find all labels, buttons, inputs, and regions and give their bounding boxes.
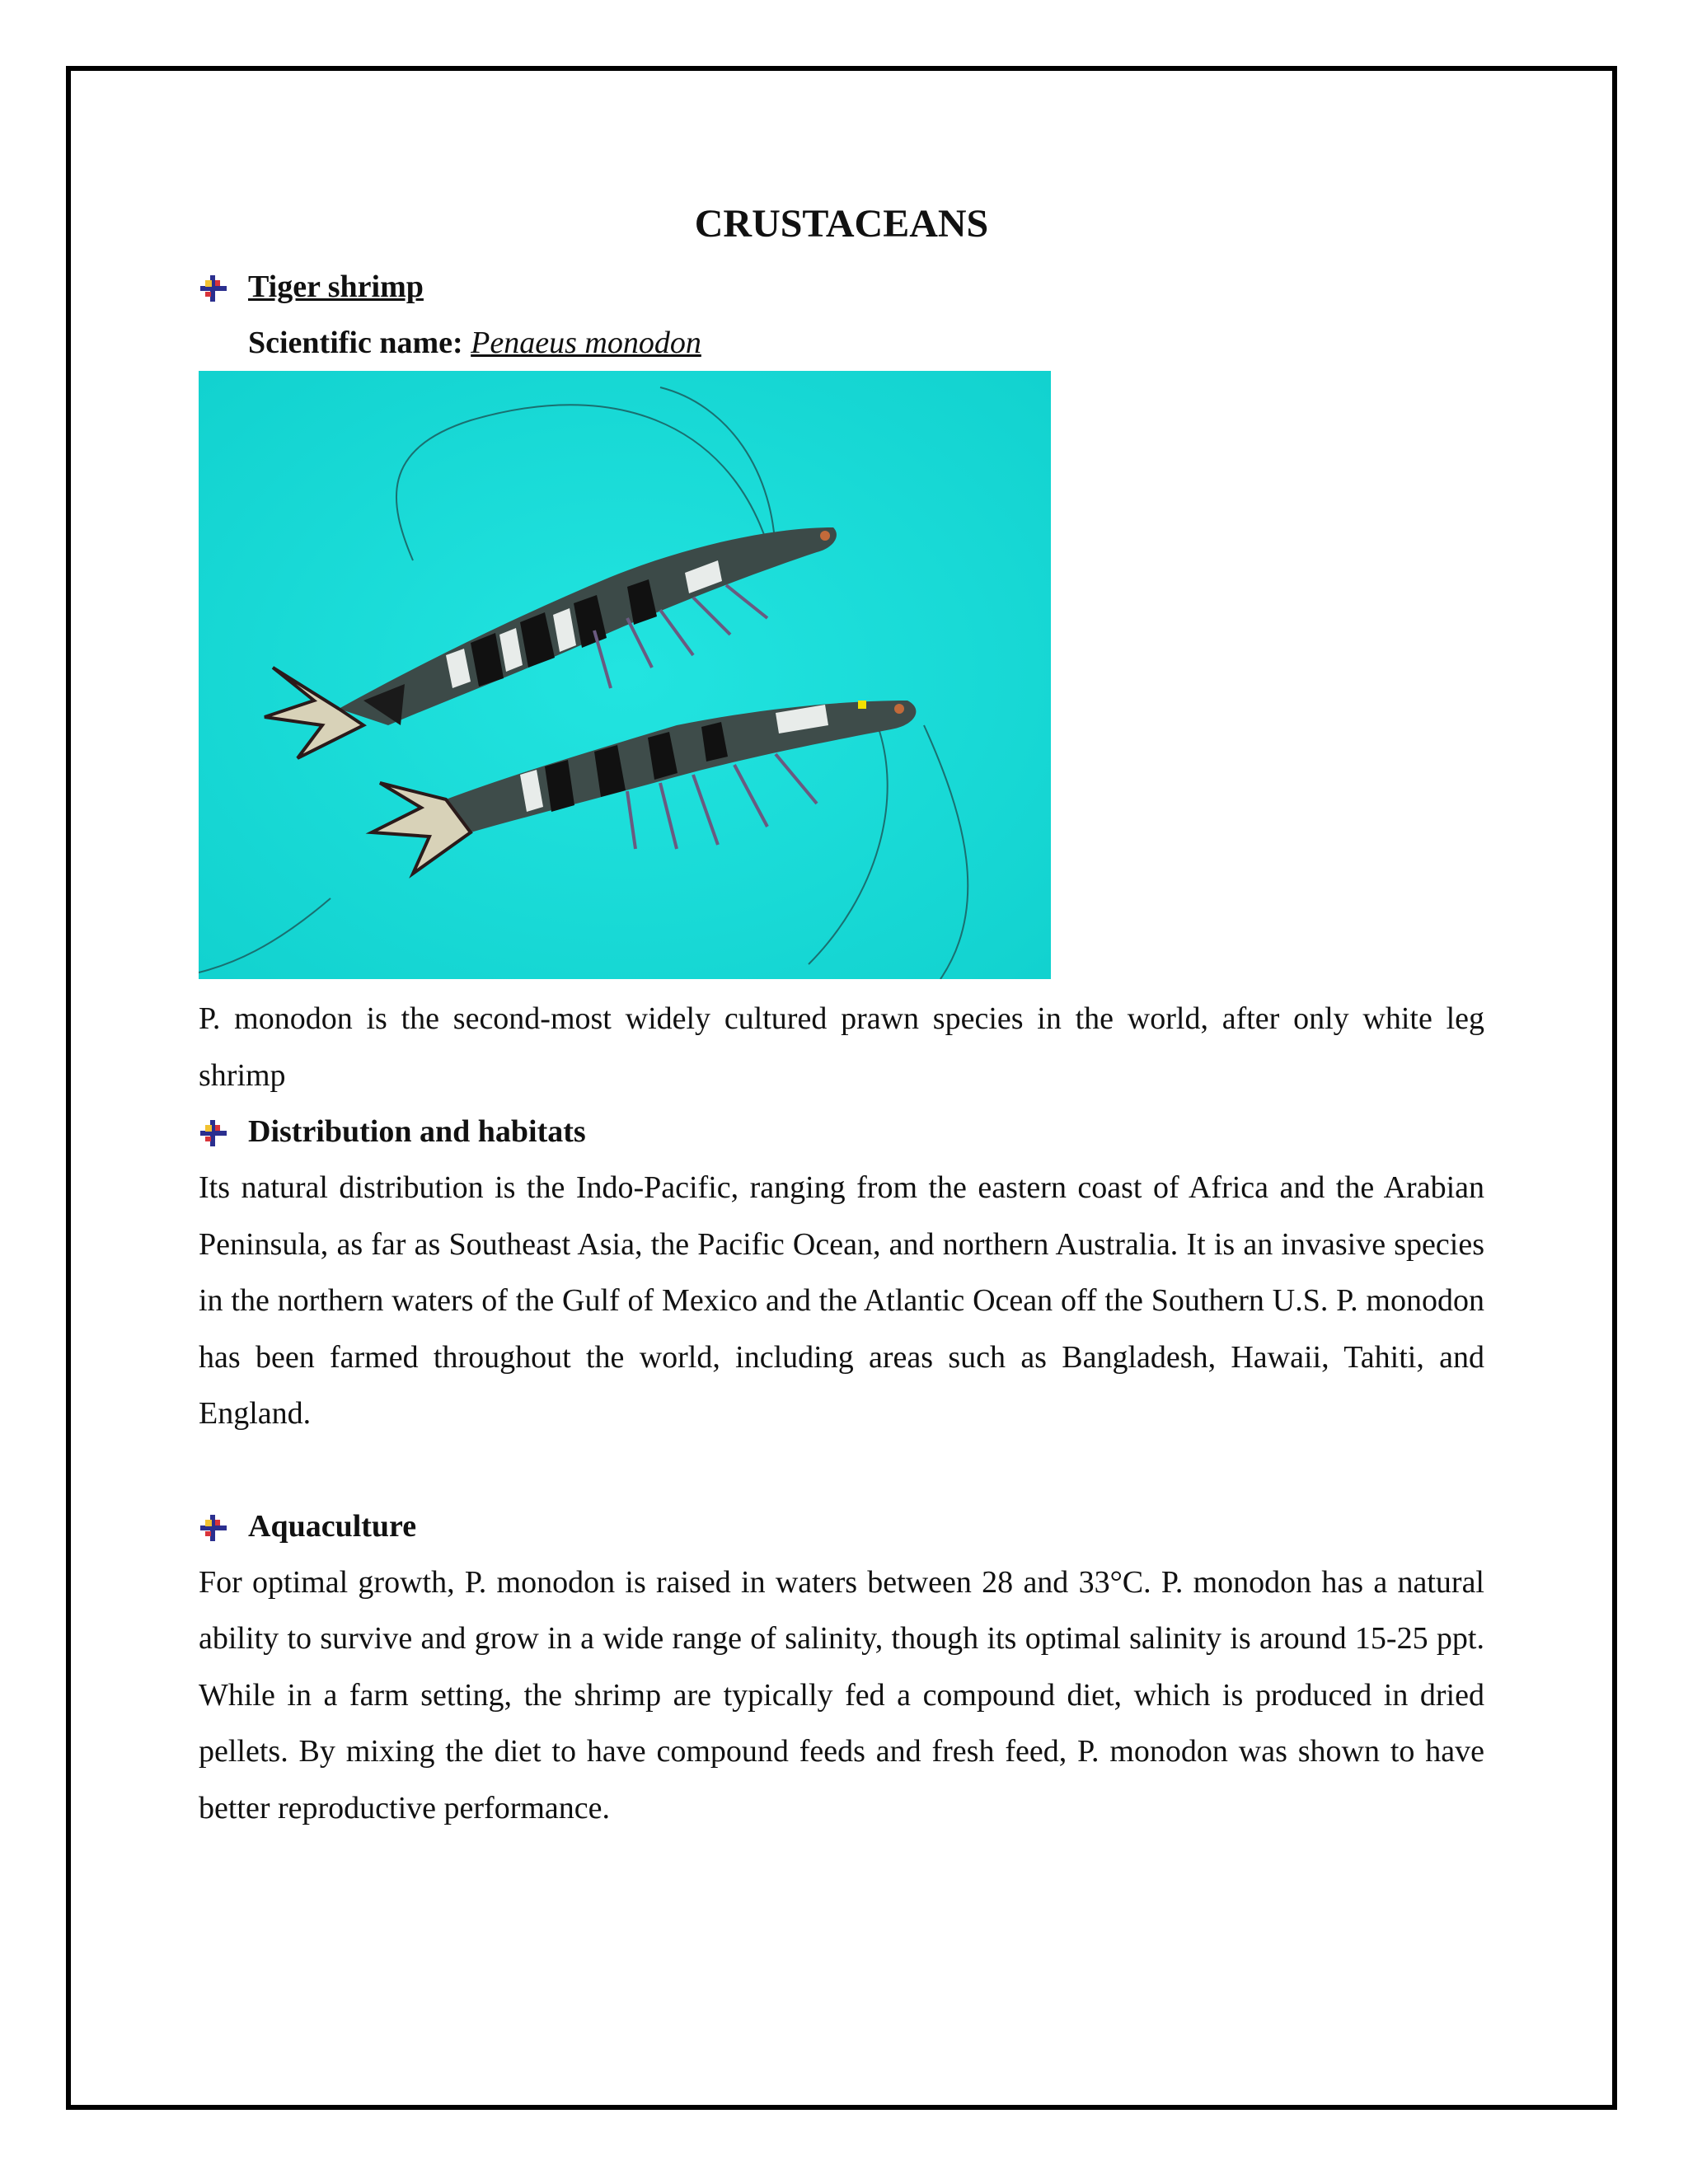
bullet-icon [199, 1510, 248, 1543]
distribution-heading [199, 1104, 1484, 1160]
document-content [199, 190, 1484, 1836]
scientific-name-value: Penaeus monodon [471, 326, 701, 360]
distribution-paragraph: Its natural distribution is the Indo-Pacific, ranging from the eastern coast of Africa and the Arabian Peninsula, as far as Southeast Asia, the Pacific Ocean, and northern Australia. It is an invasive species in the northern waters of the Gulf of Mexico and the Atlantic Ocean off the Southern U.S. P. monodon has been farmed throughout the world, including areas such as Bangladesh, Hawaii, Tahiti, and England. [199, 1170, 1484, 1431]
distribution-heading-text: Distribution and habitats [248, 1114, 586, 1149]
tiger-shrimp-photo [199, 371, 1051, 979]
section-spacer [199, 1442, 1484, 1498]
aquaculture-paragraph: For optimal growth, P. monodon is raised in waters between 28 and 33°C. P. monodon has a natural ability to survive and grow in a wide range of salinity, though its optimal salinity is around 15-25 ppt. While in a farm setting, the shrimp are typically fed a compound diet, which is produced in dried pellets. By mixing the diet to have compound feeds and fresh feed, P. monodon was shown to have better reproductive performance. [199, 1564, 1484, 1825]
aquaculture-heading-text: Aquaculture [248, 1508, 417, 1544]
aquaculture-heading [199, 1498, 1484, 1554]
bullet-icon [199, 1115, 248, 1148]
scientific-name-line [199, 315, 1484, 371]
intro-paragraph: P. monodon is the second-most widely cultured prawn species in the world, after only white leg shrimp [199, 1001, 1484, 1093]
scientific-name-label: Scientific name: [248, 326, 463, 360]
bullet-icon [199, 270, 248, 303]
species-heading [199, 259, 1484, 315]
page-title: CRUSTACEANS [694, 202, 989, 246]
species-common-name: Tiger shrimp [248, 269, 424, 304]
